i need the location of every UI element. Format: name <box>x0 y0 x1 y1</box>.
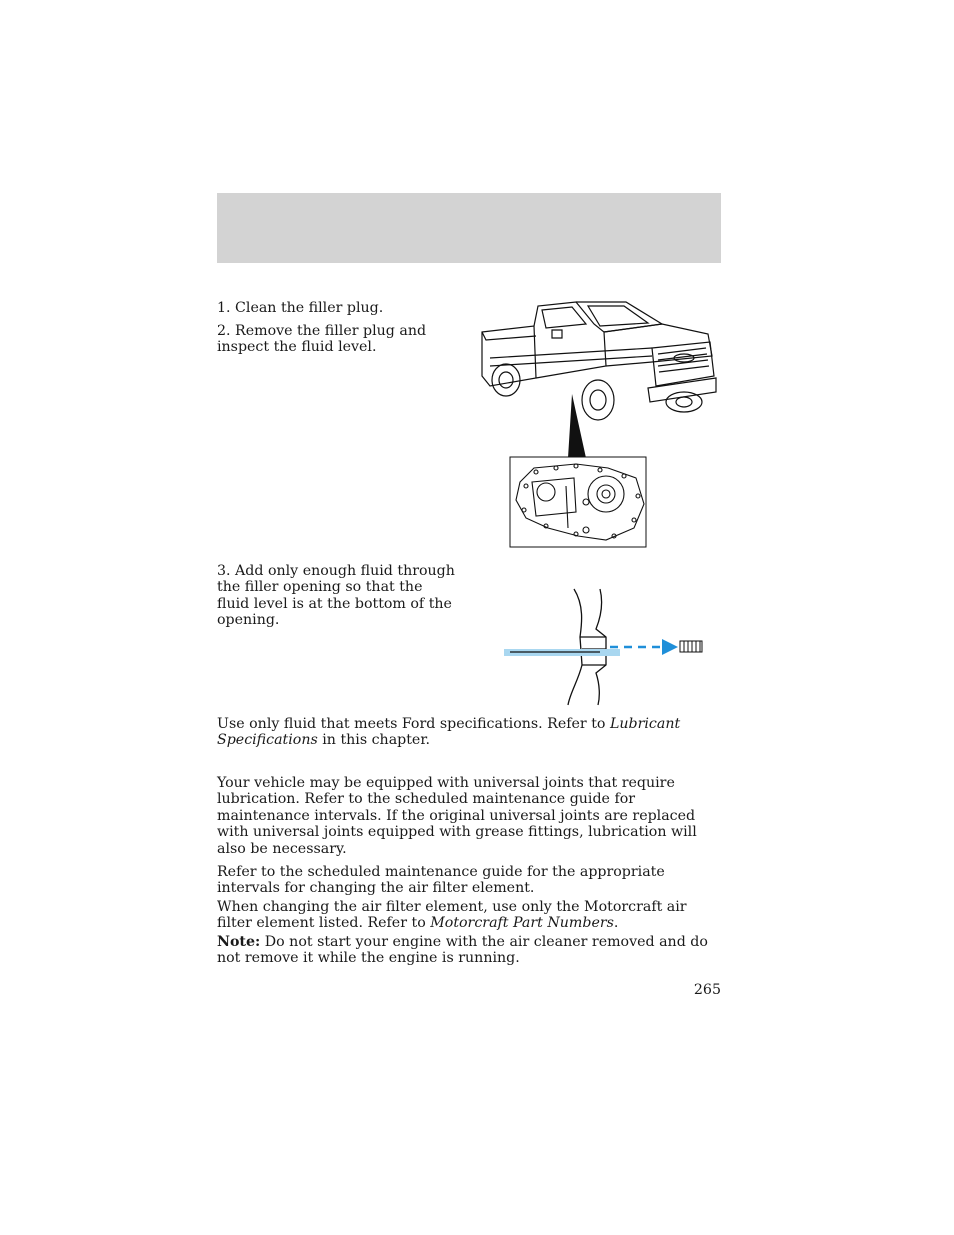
fluid-level-illustration <box>500 585 710 710</box>
page-number: 265 <box>693 982 721 998</box>
lubricant-specs-reference: Lubricant Specifications <box>217 716 681 749</box>
pointer-wedge <box>568 394 586 458</box>
motorcraft-part-numbers-reference: Motorcraft Part Numbers <box>430 915 614 932</box>
filler-plug-drawing <box>680 641 702 652</box>
pickup-truck-drawing <box>482 302 716 420</box>
insertion-arrow-head <box>662 639 678 655</box>
step-2-text: 2. Remove the filler plug and inspect the fluid level. <box>217 323 427 356</box>
truck-transfer-case-illustration <box>476 296 726 552</box>
air-cleaner-note: Note: Do not start your engine with the air cleaner removed and do not remove it while the engine is running. <box>217 934 708 967</box>
step-1-text: 1. Clean the filler plug. <box>217 300 384 316</box>
air-filter-paragraph-1: Refer to the scheduled maintenance guide for the appropriate intervals for changing the air filter element. <box>217 864 665 897</box>
fluid-spec-paragraph: Use only fluid that meets Ford specifications. Refer to Lubricant Specifications in this chapter. <box>217 716 681 749</box>
universal-joints-paragraph: Your vehicle may be equipped with universal joints that require lubrication. Refer to the scheduled maintenance guide for maintenance intervals. If the original universal joints are replaced with universal joints equipped with grease fittings, lubrication will also be necessary. <box>217 775 697 857</box>
step-3-text: 3. Add only enough fluid through the filler opening so that the fluid level is at the bottom of the opening. <box>217 563 455 629</box>
air-filter-paragraph-2: When changing the air filter element, use only the Motorcraft air filter element listed. Refer to Motorcraft Part Numbers. <box>217 899 687 932</box>
case-wall-drawing <box>568 589 606 705</box>
note-label: Note: <box>217 934 261 950</box>
section-header-band <box>217 193 721 263</box>
